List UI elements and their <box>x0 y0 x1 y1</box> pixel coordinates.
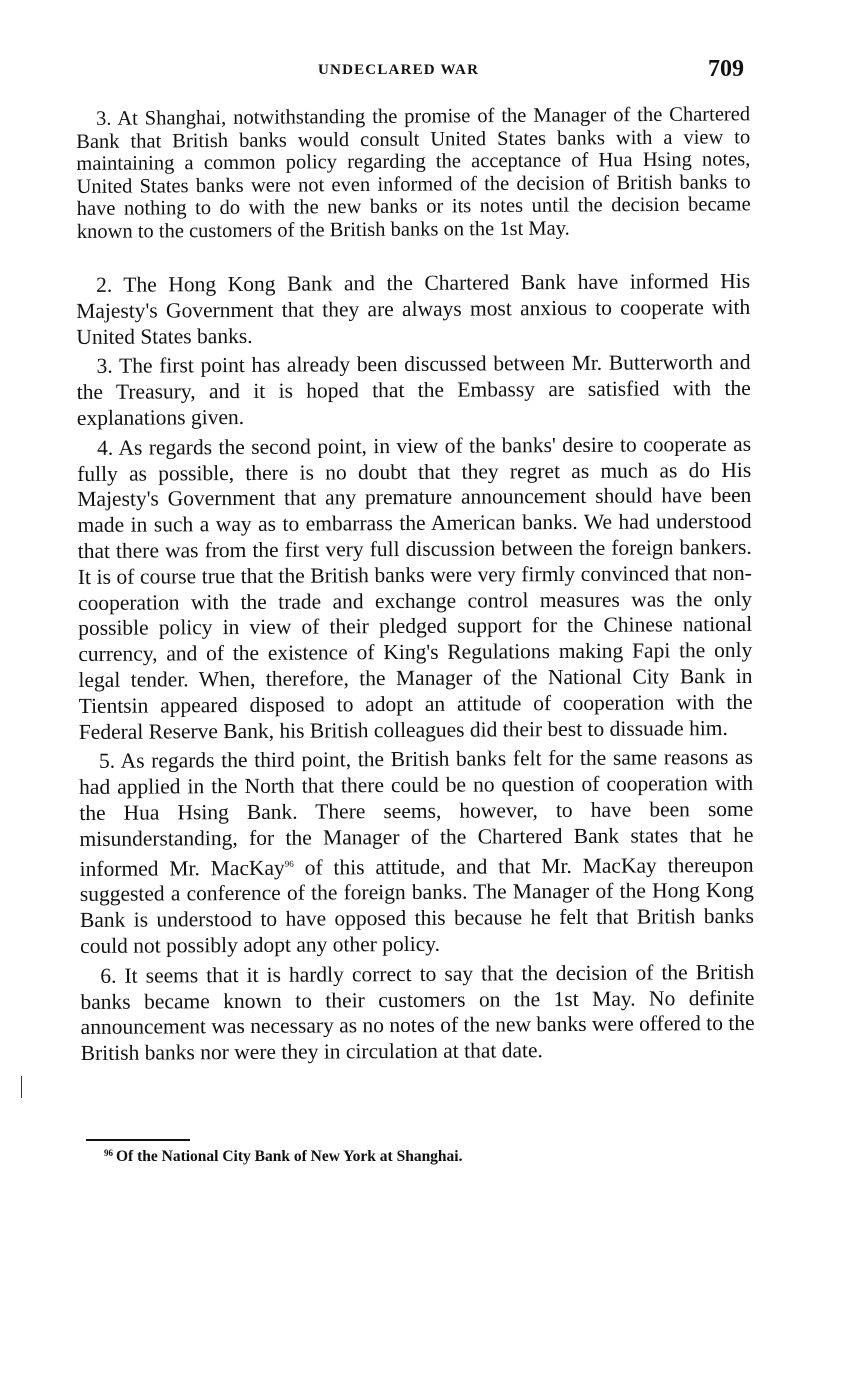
quoted-block <box>76 103 751 247</box>
paragraph-5-text-b: of this attitude, and that Mr. MacKay thereupon suggested a conference of the foreign banks. The Manager of the Hong Kong Bank is understood to have opposed this because he felt that British banks could not possibly adopt any other policy. <box>79 852 755 958</box>
footnote-ref-96: 96 <box>284 858 294 869</box>
paragraph-3: 3. The first point has already been discussed between Mr. Butterworth and the Treasury, and it is hoped that the Embassy are satisfied with the explanations given. <box>76 350 751 430</box>
footnote-marker: 96 <box>104 1148 113 1158</box>
paragraph-6: 6. It seems that it is hardly correct to say that the decision of the British banks became known to their customers on the 1st May. No definite announcement was necessary as no notes of the new banks were offered to the British banks nor were they in circulation at that date. <box>80 959 755 1066</box>
paragraph-4: 4. As regards the second point, in view of the banks' desire to cooperate as fully as possible, there is no doubt that they regret as much as do His Majesty's Government that any premature announcement should have been made in such a way as to embarrass the American banks. We had understood that there was from the first very full discussion between the foreign bankers. It is of course true that the British banks were very firmly convinced that non-cooperation with the trade and exchange control measures was the only possible policy in view of their pledged support for the Chinese national currency, and of the existence of King's Regulations making Fapi the only legal tender. When, therefore, the Manager of the National City Bank in Tientsin appeared disposed to adopt an attitude of cooperation with the Federal Reserve Bank, his British colleagues did their best to dissuade him. <box>77 431 753 744</box>
paragraph-5-text-a: 5. As regards the third point, the British banks felt for the same reasons as had applied in the North that there could be no question of cooperation with the Hua Hsing Bank. There seems, however, to have been some misunderstanding, for the Manager of the Chartered Bank states that he informed Mr. MacKay <box>79 745 754 881</box>
paragraph-2: 2. The Hong Kong Bank and the Chartered Bank have informed His Majesty's Government that they are always most anxious to cooperate with United States banks. <box>76 268 751 349</box>
page-number: 709 <box>708 56 744 82</box>
footnote-text: Of the National City Bank of New York at Shanghai. <box>116 1148 463 1165</box>
footnote-rule <box>86 1139 190 1141</box>
footnote <box>104 1148 463 1166</box>
margin-mark <box>21 1076 22 1098</box>
paragraph-5 <box>79 745 754 959</box>
quoted-paragraph: 3. At Shanghai, notwithstanding the promise of the Manager of the Chartered Bank that British banks would consult United States banks with a view to maintaining a common policy regarding the acceptance of Hua Hsing notes, United States banks were not even informed of the decision of British banks to have nothing to do with the new banks or its notes until the decision became known to the customers of the British banks on the 1st May. <box>76 103 751 243</box>
running-head: UNDECLARED WAR <box>318 62 480 78</box>
main-text <box>76 269 755 1071</box>
